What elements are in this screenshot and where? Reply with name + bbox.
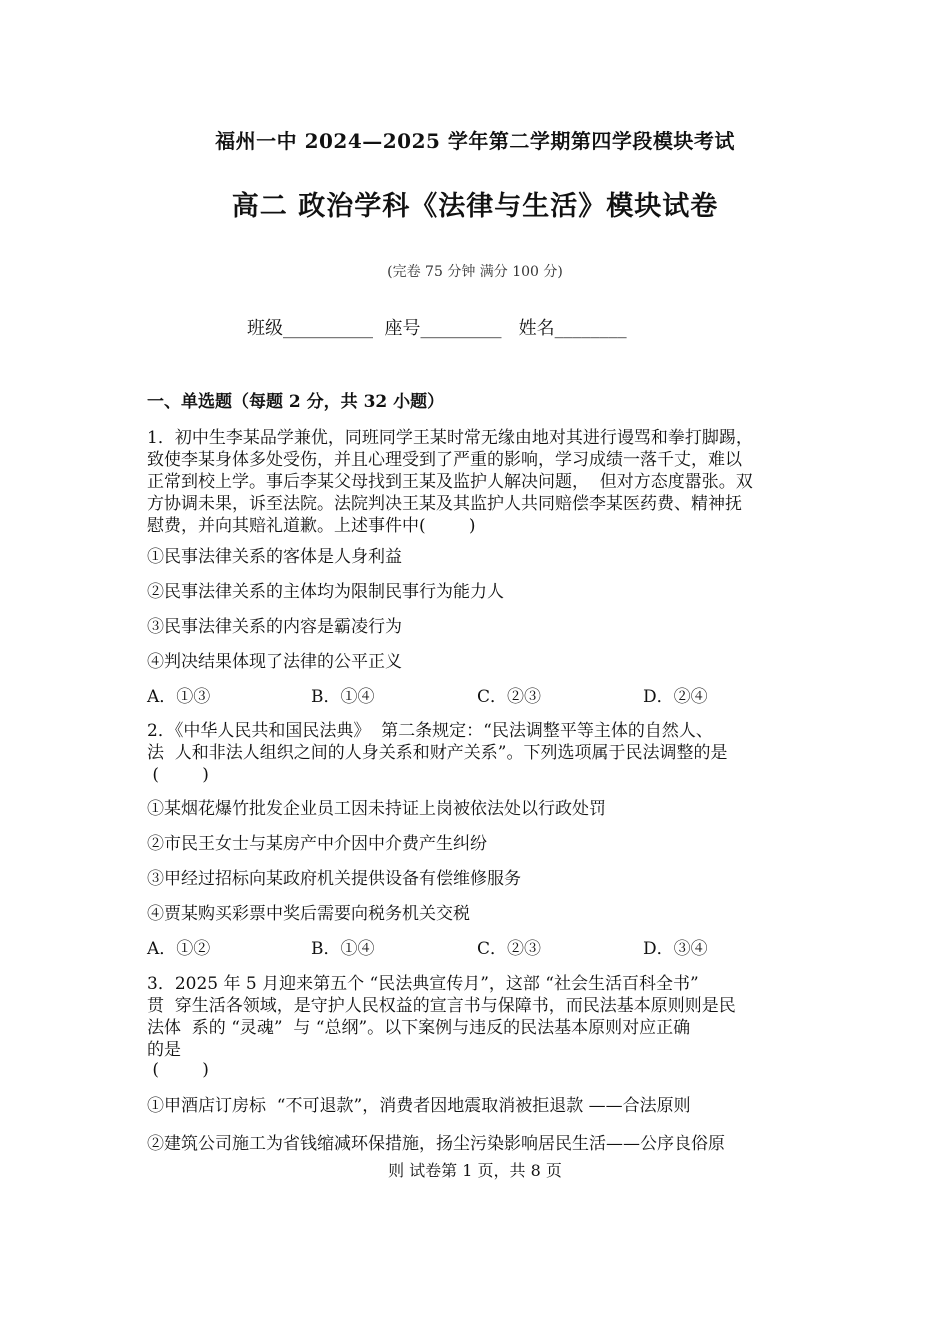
option-statement: ①甲酒店订房标 “不可退款”，消费者因地震取消被拒退款 ——合法原则 (147, 1096, 691, 1116)
question-stem-line: 的是 (147, 1040, 181, 1060)
question-stem-line: 贯 穿生活各领域，是守护人民权益的宣言书与保障书，而民法基本原则则是民 (147, 996, 736, 1016)
question-stem-line: 正常到校上学。事后李某父母找到王某及监护人解决问题， 但对方态度嚣张。双 (147, 472, 753, 492)
answer-choice-a: A．①③ (147, 687, 211, 707)
option-statement: ②建筑公司施工为省钱缩减环保措施，扬尘污染影响居民生活——公序良俗原 (147, 1134, 725, 1154)
question-stem-line: 法体 系的 “灵魂” 与 “总纲”。以下案例与违反的民法基本原则对应正确 (147, 1018, 691, 1038)
option-statement: ④贾某购买彩票中奖后需要向税务机关交税 (147, 904, 470, 924)
option-statement: ①某烟花爆竹批发企业员工因未持证上岗被依法处以行政处罚 (147, 799, 606, 819)
question-stem-line: 3．2025 年 5 月迎来第五个 “民法典宣传月”，这部 “社会生活百科全书” (147, 974, 699, 994)
question-stem-line: 1．初中生李某品学兼优，同班同学王某时常无缘由地对其进行谩骂和拳打脚踢， (147, 428, 753, 448)
option-statement: ②市民王女士与某房产中介因中介费产生纠纷 (147, 834, 487, 854)
answer-choice-d: D．②④ (643, 687, 708, 707)
question-stem-line: 2．《中华人民共和国民法典》 第二条规定：“民法调整平等主体的自然人、 (147, 721, 713, 741)
option-statement: ③民事法律关系的内容是霸凌行为 (147, 617, 402, 637)
question-stem-line: ( ) (147, 765, 209, 785)
section-heading: 一、单选题（每题 2 分，共 32 小题） (147, 392, 445, 412)
page-footer: 则 试卷第 1 页，共 8 页 (388, 1161, 562, 1180)
option-statement: ③甲经过招标向某政府机关提供设备有偿维修服务 (147, 869, 521, 889)
exam-subtitle: (完卷 75 分钟 满分 100 分) (387, 264, 563, 280)
answer-choice-c: C．②③ (477, 687, 542, 707)
option-statement: ④判决结果体现了法律的公平正义 (147, 652, 402, 672)
question-stem-line: 法 人和非法人组织之间的人身关系和财产关系”。下列选项属于民法调整的是 (147, 743, 728, 763)
answer-choice-b: B．①④ (311, 687, 375, 707)
question-stem-line: 致使李某身体多处受伤，并且心理受到了严重的影响，学习成绩一落千丈，难以 (147, 450, 742, 470)
question-stem-line: 慰费，并向其赔礼道歉。上述事件中( ) (147, 516, 476, 536)
answer-choice-c: C．②③ (477, 939, 542, 959)
exam-title: 高二 政治学科《法律与生活》模块试卷 (231, 191, 719, 222)
student-info-fields: 班级__________ 座号_________ 姓名________ (247, 318, 627, 339)
school-line: 福州一中 2024—2025 学年第二学期第四学段模块考试 (215, 129, 735, 153)
option-statement: ②民事法律关系的主体均为限制民事行为能力人 (147, 582, 504, 602)
question-stem-line: ( ) (147, 1060, 209, 1080)
answer-choice-a: A．①② (147, 939, 211, 959)
option-statement: ①民事法律关系的客体是人身利益 (147, 547, 402, 567)
answer-choice-b: B．①④ (311, 939, 375, 959)
question-stem-line: 方协调未果，诉至法院。法院判决王某及其监护人共同赔偿李某医药费、精神抚 (147, 494, 742, 514)
answer-choice-d: D．③④ (643, 939, 708, 959)
